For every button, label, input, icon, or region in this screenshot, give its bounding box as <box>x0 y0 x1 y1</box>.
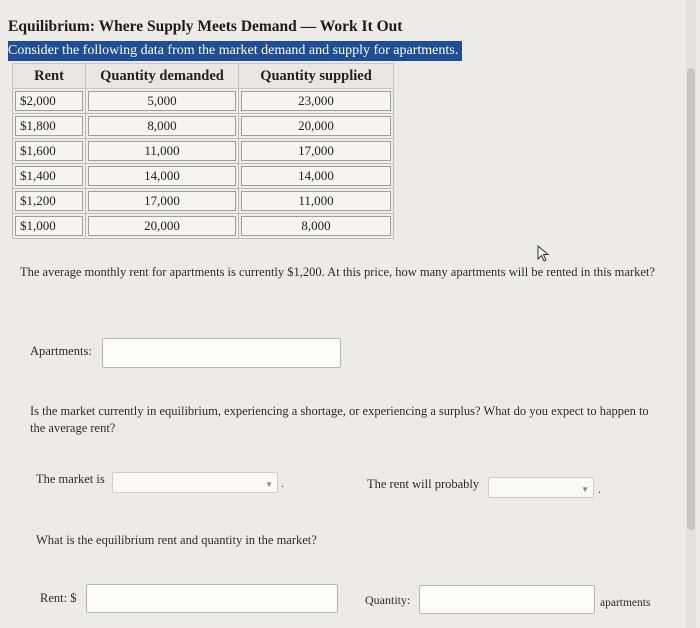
equilibrium-quantity-input[interactable] <box>419 585 595 614</box>
column-header-rent: Rent <box>13 64 86 89</box>
quantity-demanded-cell: 14,000 <box>88 166 236 186</box>
quantity-demanded-cell: 20,000 <box>88 216 236 236</box>
question-market-state: Is the market currently in equilibrium, experiencing a shortage, or experiencing a surplus? What do you expect to happen to the average rent? <box>30 404 649 435</box>
table-row <box>13 189 394 214</box>
table-row <box>13 214 394 239</box>
table-header-row <box>13 64 394 89</box>
column-header-quantity-supplied: Quantity supplied <box>239 64 394 89</box>
question-equilibrium: What is the equilibrium rent and quantity in the market? <box>36 533 317 547</box>
table-row <box>13 164 394 189</box>
quantity-demanded-cell: 5,000 <box>88 91 236 111</box>
caret-down-icon: ▼ <box>265 480 273 489</box>
equilibrium-rent-input[interactable] <box>86 584 338 613</box>
rent-cell: $1,000 <box>15 216 83 236</box>
table-row <box>13 114 394 139</box>
mouse-pointer-icon <box>537 245 551 263</box>
quantity-supplied-cell: 20,000 <box>241 116 391 136</box>
scrollbar-thumb[interactable] <box>687 68 695 530</box>
rent-cell: $1,400 <box>15 166 83 186</box>
page-title: Equilibrium: Where Supply Meets Demand — Work It Out <box>8 18 403 35</box>
rent-cell: $1,800 <box>15 116 83 136</box>
quantity-demanded-cell: 17,000 <box>88 191 236 211</box>
quantity-supplied-cell: 14,000 <box>241 166 391 186</box>
apartments-input[interactable] <box>102 338 341 368</box>
rent-cell: $1,600 <box>15 141 83 161</box>
apartments-label: Apartments: <box>30 344 92 358</box>
rent-cell: $1,200 <box>15 191 83 211</box>
quantity-demanded-cell: 11,000 <box>88 141 236 161</box>
quantity-label: Quantity: <box>365 593 411 607</box>
table-row <box>13 139 394 164</box>
caret-down-icon: ▼ <box>581 485 589 494</box>
quantity-demanded-cell: 8,000 <box>88 116 236 136</box>
column-header-quantity-demanded: Quantity demanded <box>86 64 239 89</box>
market-data-table <box>12 63 394 239</box>
quantity-supplied-cell: 8,000 <box>241 216 391 236</box>
rent-cell: $2,000 <box>15 91 83 111</box>
market-state-dropdown[interactable] <box>112 472 278 493</box>
market-period: . <box>281 476 284 490</box>
apartments-unit-label: apartments <box>600 597 651 609</box>
question-apartments-rented: The average monthly rent for apartments is currently $1,200. At this price, how many apartments will be rented in this market? <box>20 265 655 279</box>
quantity-supplied-cell: 11,000 <box>241 191 391 211</box>
market-is-label: The market is <box>36 472 105 486</box>
rent-will-probably-label: The rent will probably <box>367 477 480 491</box>
table-row <box>13 89 394 114</box>
rent-period: . <box>598 482 601 496</box>
quantity-supplied-cell: 23,000 <box>241 91 391 111</box>
page-subtitle: Consider the following data from the market demand and supply for apartments. <box>8 41 462 61</box>
rent-dollar-label: Rent: $ <box>40 591 77 605</box>
vertical-scrollbar[interactable] <box>686 0 696 628</box>
rent-direction-dropdown[interactable] <box>488 477 594 498</box>
quantity-supplied-cell: 17,000 <box>241 141 391 161</box>
